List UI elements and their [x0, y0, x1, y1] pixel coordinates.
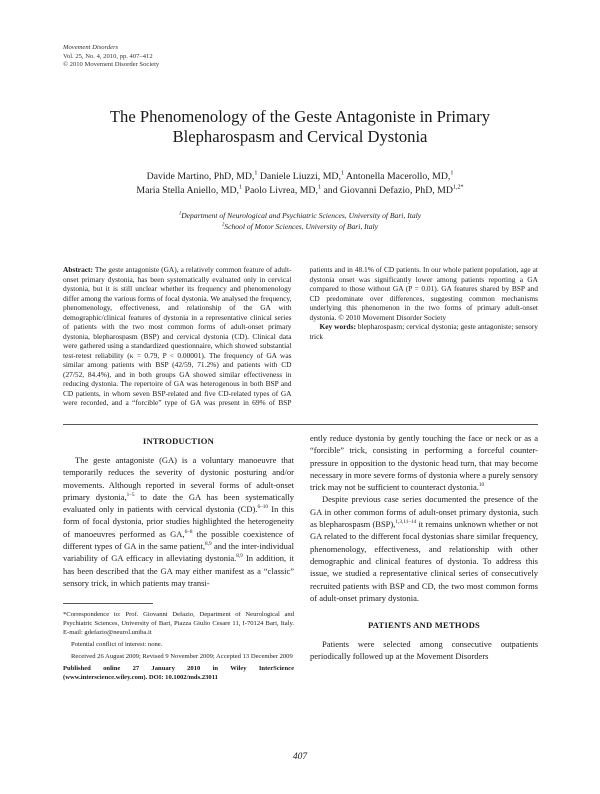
abstract-body: The geste antagoniste (GA), a relatively common feature of adult-onset primary dystonia, has been systematically evaluated only in cervical dystonia, but it is still unclear whether its frequency and phenomenology differ among the various forms of focal dystonia. We analysed the frequency, phenomenology, effectiveness, and relationship of the GA with demographic/clinical features of dystonia in a representative clinical series of patients with the two most common forms of adult-onset primary dystonia, blepharospasm (BSP) and cervical dystonia (CD). Clinical data were gathered using a standardized questionnaire, which showed substantial test-retest reliability (κ = 0.79, P < 0.00001). The frequency of GA was similar among patients with BSP (42/59, 71.2%) and patients with CD (27/52, 84.4%), and in both groups GA showed similar effectiveness in reducing dystonia. The repertoire of GA was heterogenous in both BSP and CD patients, in whom seven BSP-related and five CD-related types of GA were recorded, and a “forcible” type of GA was present in 69% of BSP patients and in 48.1% of CD patients. In our whole patient population, age at dystonia onset was significantly lower among patients reporting a GA compared to those without GA (P = 0.01). GA features shared by BSP and CD predominate over differences, suggesting common mechanisms underlying this phenomenon in the two forms of primary adult-onset dystonia. © 2010 Movement Disorder Society — [63, 265, 538, 407]
author-list — [60, 170, 540, 198]
affiliation-text: School of Motor Sciences, University of Bari, Italy — [224, 221, 379, 231]
footnote-divider — [63, 603, 153, 604]
introduction-paragraph-2 — [310, 493, 538, 604]
author-affiliation-mark: 1 — [239, 184, 243, 191]
correspondence-footnote: *Correspondence to: Prof. Giovanni Defazio, Department of Neurological and Psychiatric Sciences, University of Bari, Piazza Giulio Cesare 11, I-70124 Bari, Italy. E-mail: gdefazio@neurol.uniba.it — [63, 611, 294, 637]
citation: 8,9 — [236, 553, 243, 560]
abstract-divider — [63, 424, 538, 425]
journal-name: Movement Disorders — [63, 44, 119, 51]
author-name: Daniele Liuzzi, MD, — [257, 171, 341, 182]
text-run: to date the GA has been systematically evaluated only in patients with cervical dystonia (CD). — [63, 491, 294, 515]
right-column — [310, 432, 538, 663]
citation: 6–8 — [184, 528, 193, 535]
page-number: 407 — [292, 752, 308, 762]
received-footnote: Received 26 August 2009; Revised 9 November 2009; Accepted 13 December 2009 — [71, 653, 293, 661]
citation: 10 — [478, 482, 485, 489]
text-run: Despite previous case series documented the presence of the GA in other common forms of adult-onset primary dystonia, such as blepharospasm (BSP), — [310, 494, 538, 530]
affiliation-2 — [60, 222, 540, 233]
affiliation-text: Department of Neurological and Psychiatric Sciences, University of Bari, Italy — [181, 211, 422, 220]
text-run: and the inter-individual variability of GA efficacy in alleviating dystonia. — [63, 541, 294, 564]
text-run: In this form of focal dystonia, prior studies highlighted the heterogeneity of manoeuvres performed as GA, — [63, 504, 294, 539]
conflict-footnote: Potential conflict of interest: none. — [71, 641, 163, 649]
citation: 1,3,11–14 — [395, 519, 417, 526]
introduction-paragraph-1 — [63, 454, 294, 589]
journal-copyright: © 2010 Movement Disorder Society — [63, 61, 160, 69]
published-footnote: Published online 27 January 2010 in Wiley InterScience (www.interscience.wiley.com). DOI: 10.1002/mds.23011 — [63, 665, 294, 682]
author-line-1 — [60, 170, 540, 184]
left-column — [63, 436, 294, 682]
text-run: The geste antagoniste (GA) is a voluntary manoeuvre that temporarily reduces the severity of dystonic posturing and/or movements. Although reported in several forms of adult-onset primary dystonia, — [63, 455, 294, 502]
journal-header — [63, 44, 159, 70]
author-affiliation-mark: 1,2* — [452, 184, 464, 191]
author-line-2 — [60, 184, 540, 198]
text-run: it remains unknown whether or not GA related to the different focal dystonias share similar frequency, phenomenology, effectiveness, and relationship with other demographic and clinical features of dystonia. To address this issue, we studied a representative clinical series of consecutively recruited patients with BSP and CD, the two most common forms of adult-onset primary dystonia. — [310, 519, 538, 603]
citation: 6–10 — [257, 504, 268, 511]
citation: 1–5 — [126, 492, 135, 499]
affiliations — [60, 211, 540, 232]
citation: 8,9 — [205, 541, 212, 548]
author-name: Antonella Macerollo, MD, — [343, 171, 451, 182]
keywords-text: blepharospasm; cervical dystonia; geste antagoniste; sensory trick — [309, 322, 538, 341]
article-title: The Phenomenology of the Geste Antagoniste in Primary Blepharospasm and Cervical Dystonia — [109, 107, 491, 146]
author-affiliation-mark: 1 — [317, 184, 321, 191]
introduction-paragraph-1-continued — [310, 432, 538, 493]
abstract-label: Abstract: — [63, 265, 93, 274]
keywords-label: Key words: — [319, 322, 356, 331]
affiliation-mark: 2 — [221, 222, 225, 228]
text-run: the possible coexistence of different types of GA in the same patient, — [63, 528, 294, 552]
author-affiliation-mark: 1 — [340, 170, 344, 177]
methods-heading: PATIENTS AND METHODS — [367, 620, 481, 631]
affiliation-1 — [60, 211, 540, 222]
text-run: In addition, it has been described that the GA may either manifest as a “classic” sensory trick, in which patients may transi- — [63, 553, 294, 588]
author-name: Maria Stella Aniello, MD, — [136, 185, 240, 196]
introduction-heading: INTRODUCTION — [142, 436, 215, 446]
author-name: Davide Martino, PhD, MD, — [146, 171, 255, 182]
journal-volume: Vol. 25, No. 4, 2010, pp. 407–412 — [63, 52, 153, 60]
abstract — [63, 265, 538, 415]
keywords — [310, 322, 539, 341]
author-name: and Giovanni Defazio, PhD, MD — [321, 185, 453, 196]
text-run: ently reduce dystonia by gently touching the face or neck or as a “forcible” trick, consisting in performing a forceful counter-pressure in opposition to the dystonic head turn, that may become necessary in more severe forms of dystonia where a purely sensory trick may not be sufficient to counteract dystonia. — [310, 433, 539, 493]
methods-paragraph-1: Patients were selected among consecutive outpatients periodically followed up at the Movement Disorders — [310, 639, 538, 662]
author-affiliation-mark: 1 — [254, 170, 258, 177]
author-affiliation-mark: 1 — [450, 170, 454, 177]
author-name: Paolo Livrea, MD, — [242, 185, 318, 196]
affiliation-mark: 1 — [178, 211, 182, 217]
